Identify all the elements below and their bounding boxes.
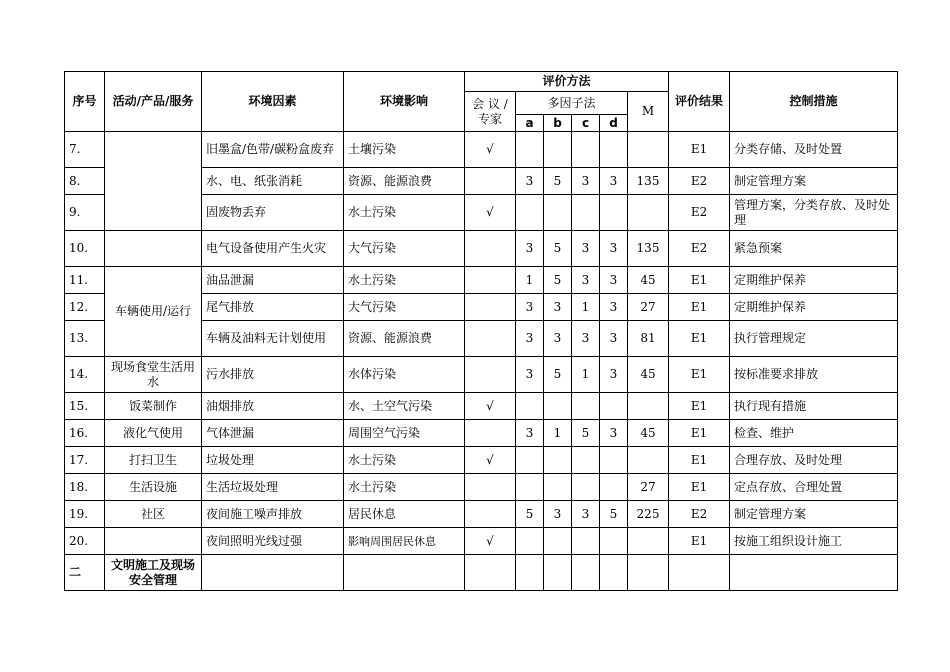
meeting-check: √ — [465, 528, 516, 555]
empty-cell — [600, 555, 628, 591]
meeting-check — [465, 321, 516, 357]
table-row — [65, 528, 898, 555]
factor-cell: 污水排放 — [202, 357, 344, 393]
seq-cell: 11. — [65, 267, 105, 294]
header-result: 评价结果 — [669, 72, 730, 132]
control-cell: 按标准要求排放 — [730, 357, 898, 393]
m-cell — [628, 195, 669, 231]
d-cell — [600, 393, 628, 420]
result-cell: E1 — [669, 132, 730, 168]
seq-cell: 12. — [65, 294, 105, 321]
factor-cell: 油品泄漏 — [202, 267, 344, 294]
a-cell — [516, 447, 544, 474]
result-cell: E1 — [669, 528, 730, 555]
d-cell — [600, 474, 628, 501]
factor-cell: 旧墨盒/色带/碳粉盒废弃 — [202, 132, 344, 168]
section-title: 文明施工及现场安全管理 — [105, 555, 202, 591]
control-cell: 紧急预案 — [730, 231, 898, 267]
factor-cell: 气体泄漏 — [202, 420, 344, 447]
activity-cell: 液化气使用 — [105, 420, 202, 447]
b-cell: 1 — [544, 420, 572, 447]
result-cell: E1 — [669, 420, 730, 447]
control-cell: 制定管理方案 — [730, 168, 898, 195]
a-cell: 3 — [516, 420, 544, 447]
meeting-check — [465, 168, 516, 195]
seq-cell: 13. — [65, 321, 105, 357]
d-cell: 3 — [600, 321, 628, 357]
impact-cell: 资源、能源浪费 — [344, 168, 465, 195]
table-row — [65, 357, 898, 393]
b-cell: 5 — [544, 267, 572, 294]
a-cell — [516, 528, 544, 555]
a-cell: 5 — [516, 501, 544, 528]
b-cell: 3 — [544, 501, 572, 528]
header-method: 评价方法 — [465, 72, 669, 92]
a-cell: 3 — [516, 294, 544, 321]
c-cell — [572, 393, 600, 420]
header-meeting: 会 议 / 专家 — [465, 92, 516, 132]
result-cell: E2 — [669, 195, 730, 231]
a-cell — [516, 393, 544, 420]
header-b: b — [544, 115, 572, 132]
seq-cell: 16. — [65, 420, 105, 447]
d-cell: 3 — [600, 231, 628, 267]
impact-cell: 水土污染 — [344, 474, 465, 501]
control-cell: 按施工组织设计施工 — [730, 528, 898, 555]
environmental-factor-table — [64, 71, 898, 591]
impact-cell: 水土污染 — [344, 195, 465, 231]
table-row — [65, 447, 898, 474]
b-cell: 5 — [544, 357, 572, 393]
m-cell: 45 — [628, 420, 669, 447]
empty-cell — [730, 555, 898, 591]
control-cell: 管理方案，分类存放、及时处理 — [730, 195, 898, 231]
empty-cell — [572, 555, 600, 591]
impact-cell: 水土污染 — [344, 447, 465, 474]
d-cell — [600, 132, 628, 168]
seq-cell: 8. — [65, 168, 105, 195]
factor-cell: 夜间照明光线过强 — [202, 528, 344, 555]
control-cell: 定期维护保养 — [730, 267, 898, 294]
m-cell — [628, 447, 669, 474]
empty-cell — [628, 555, 669, 591]
c-cell: 3 — [572, 231, 600, 267]
table-row — [65, 132, 898, 168]
d-cell — [600, 447, 628, 474]
impact-cell: 水土污染 — [344, 267, 465, 294]
c-cell — [572, 195, 600, 231]
control-cell: 分类存储、及时处置 — [730, 132, 898, 168]
empty-cell — [669, 555, 730, 591]
c-cell: 3 — [572, 168, 600, 195]
control-cell: 制定管理方案 — [730, 501, 898, 528]
table-row — [65, 267, 898, 294]
c-cell: 5 — [572, 420, 600, 447]
impact-cell: 水、土空气污染 — [344, 393, 465, 420]
c-cell: 3 — [572, 267, 600, 294]
activity-cell — [105, 231, 202, 267]
a-cell: 3 — [516, 357, 544, 393]
d-cell: 5 — [600, 501, 628, 528]
header-factor: 环境因素 — [202, 72, 344, 132]
a-cell: 1 — [516, 267, 544, 294]
table-row — [65, 231, 898, 267]
meeting-check: √ — [465, 132, 516, 168]
b-cell: 5 — [544, 231, 572, 267]
a-cell — [516, 474, 544, 501]
seq-cell: 19. — [65, 501, 105, 528]
a-cell — [516, 132, 544, 168]
meeting-check: √ — [465, 393, 516, 420]
seq-cell: 10. — [65, 231, 105, 267]
result-cell: E2 — [669, 501, 730, 528]
empty-cell — [202, 555, 344, 591]
factor-cell: 垃圾处理 — [202, 447, 344, 474]
activity-cell: 车辆使用/运行 — [105, 267, 202, 357]
activity-cell: 打扫卫生 — [105, 447, 202, 474]
control-cell: 定期维护保养 — [730, 294, 898, 321]
a-cell: 3 — [516, 168, 544, 195]
factor-cell: 固废物丢弃 — [202, 195, 344, 231]
control-cell: 合理存放、及时处理 — [730, 447, 898, 474]
b-cell — [544, 195, 572, 231]
factor-cell: 电气设备使用产生火灾 — [202, 231, 344, 267]
impact-cell: 水体污染 — [344, 357, 465, 393]
result-cell: E1 — [669, 294, 730, 321]
c-cell — [572, 132, 600, 168]
impact-cell: 大气污染 — [344, 231, 465, 267]
result-cell: E1 — [669, 321, 730, 357]
meeting-check — [465, 420, 516, 447]
empty-cell — [544, 555, 572, 591]
factor-cell: 油烟排放 — [202, 393, 344, 420]
b-cell: 3 — [544, 321, 572, 357]
b-cell — [544, 528, 572, 555]
impact-cell: 土壤污染 — [344, 132, 465, 168]
section-seq: 二 — [65, 555, 105, 591]
m-cell: 135 — [628, 231, 669, 267]
seq-cell: 15. — [65, 393, 105, 420]
header-impact: 环境影响 — [344, 72, 465, 132]
header-m: M — [628, 92, 669, 132]
activity-cell: 饭菜制作 — [105, 393, 202, 420]
c-cell — [572, 474, 600, 501]
result-cell: E1 — [669, 447, 730, 474]
m-cell: 45 — [628, 267, 669, 294]
meeting-check: √ — [465, 447, 516, 474]
m-cell — [628, 393, 669, 420]
a-cell — [516, 195, 544, 231]
header-multifactor: 多因子法 — [516, 92, 628, 115]
seq-cell: 20. — [65, 528, 105, 555]
table-row — [65, 420, 898, 447]
m-cell: 27 — [628, 474, 669, 501]
b-cell — [544, 474, 572, 501]
table-row — [65, 474, 898, 501]
result-cell: E1 — [669, 393, 730, 420]
impact-cell: 资源、能源浪费 — [344, 321, 465, 357]
impact-cell: 大气污染 — [344, 294, 465, 321]
meeting-check: √ — [465, 195, 516, 231]
activity-cell: 生活设施 — [105, 474, 202, 501]
header-c: c — [572, 115, 600, 132]
seq-cell: 9. — [65, 195, 105, 231]
c-cell: 3 — [572, 501, 600, 528]
d-cell: 3 — [600, 294, 628, 321]
result-cell: E1 — [669, 357, 730, 393]
c-cell: 1 — [572, 294, 600, 321]
meeting-check — [465, 231, 516, 267]
header-seq: 序号 — [65, 72, 105, 132]
header-d: d — [600, 115, 628, 132]
c-cell: 3 — [572, 321, 600, 357]
seq-cell: 14. — [65, 357, 105, 393]
factor-cell: 水、电、纸张消耗 — [202, 168, 344, 195]
factor-cell: 夜间施工噪声排放 — [202, 501, 344, 528]
meeting-check — [465, 474, 516, 501]
b-cell — [544, 132, 572, 168]
d-cell — [600, 528, 628, 555]
result-cell: E1 — [669, 267, 730, 294]
c-cell: 1 — [572, 357, 600, 393]
impact-cell: 周围空气污染 — [344, 420, 465, 447]
control-cell: 执行现有措施 — [730, 393, 898, 420]
b-cell: 3 — [544, 294, 572, 321]
m-cell: 27 — [628, 294, 669, 321]
seq-cell: 18. — [65, 474, 105, 501]
d-cell: 3 — [600, 267, 628, 294]
meeting-check — [465, 267, 516, 294]
empty-cell — [516, 555, 544, 591]
meeting-check — [465, 357, 516, 393]
activity-cell: 社区 — [105, 501, 202, 528]
b-cell — [544, 393, 572, 420]
factor-cell: 车辆及油料无计划使用 — [202, 321, 344, 357]
a-cell: 3 — [516, 231, 544, 267]
header-control: 控制措施 — [730, 72, 898, 132]
empty-cell — [344, 555, 465, 591]
table-row — [65, 501, 898, 528]
c-cell — [572, 528, 600, 555]
impact-cell: 居民休息 — [344, 501, 465, 528]
result-cell: E2 — [669, 168, 730, 195]
meeting-check — [465, 294, 516, 321]
result-cell: E1 — [669, 474, 730, 501]
d-cell: 3 — [600, 420, 628, 447]
a-cell: 3 — [516, 321, 544, 357]
meeting-check — [465, 501, 516, 528]
m-cell: 135 — [628, 168, 669, 195]
control-cell: 检查、维护 — [730, 420, 898, 447]
activity-cell: 现场食堂生活用水 — [105, 357, 202, 393]
m-cell: 225 — [628, 501, 669, 528]
control-cell: 执行管理规定 — [730, 321, 898, 357]
m-cell — [628, 528, 669, 555]
control-cell: 定点存放、合理处置 — [730, 474, 898, 501]
b-cell: 5 — [544, 168, 572, 195]
b-cell — [544, 447, 572, 474]
table-row — [65, 393, 898, 420]
result-cell: E2 — [669, 231, 730, 267]
activity-cell — [105, 132, 202, 231]
m-cell — [628, 132, 669, 168]
m-cell: 81 — [628, 321, 669, 357]
factor-cell: 尾气排放 — [202, 294, 344, 321]
d-cell: 3 — [600, 168, 628, 195]
seq-cell: 7. — [65, 132, 105, 168]
header-a: a — [516, 115, 544, 132]
factor-cell: 生活垃圾处理 — [202, 474, 344, 501]
m-cell: 45 — [628, 357, 669, 393]
empty-cell — [465, 555, 516, 591]
seq-cell: 17. — [65, 447, 105, 474]
section-row — [65, 555, 898, 591]
d-cell — [600, 195, 628, 231]
impact-cell: 影响周围居民休息 — [344, 528, 465, 555]
activity-cell — [105, 528, 202, 555]
header-activity: 活动/产品/服务 — [105, 72, 202, 132]
c-cell — [572, 447, 600, 474]
d-cell: 3 — [600, 357, 628, 393]
